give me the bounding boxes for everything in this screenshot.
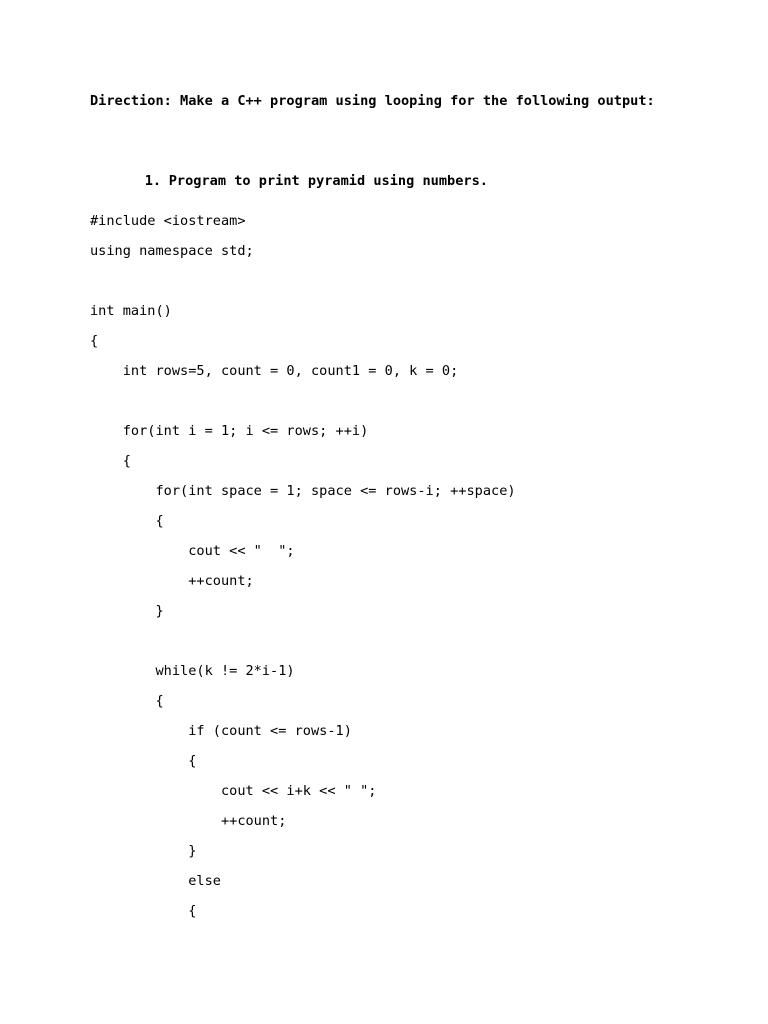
code-line: {: [90, 753, 197, 769]
code-line: #include <iostream>: [90, 213, 246, 229]
code-line: int main(): [90, 303, 172, 319]
direction-text: Direction: Make a C++ program using looping for the following output:: [90, 93, 655, 109]
code-line: [90, 391, 516, 421]
code-line: cout << " ";: [90, 543, 295, 559]
code-line: if (count <= rows-1): [90, 723, 352, 739]
code-line: {: [90, 513, 164, 529]
code-line: }: [90, 843, 197, 859]
code-line: cout << i+k << " ";: [90, 783, 377, 799]
code-block: [90, 211, 516, 931]
code-line: {: [90, 333, 99, 349]
code-line: for(int space = 1; space <= rows-i; ++space): [90, 483, 516, 499]
code-line: [90, 631, 516, 661]
code-line: for(int i = 1; i <= rows; ++i): [90, 423, 369, 439]
code-line: ++count;: [90, 813, 287, 829]
code-line: while(k != 2*i-1): [90, 663, 295, 679]
code-line: [90, 271, 516, 301]
code-line: }: [90, 603, 164, 619]
code-line: {: [90, 693, 164, 709]
list-item-text: Program to print pyramid using numbers.: [168, 173, 488, 189]
code-line: {: [90, 453, 131, 469]
code-line: {: [90, 903, 197, 919]
list-item-number: 1.: [144, 173, 162, 189]
code-line: else: [90, 873, 221, 889]
code-line: int rows=5, count = 0, count1 = 0, k = 0;: [90, 363, 459, 379]
list-item: [112, 151, 488, 211]
code-line: using namespace std;: [90, 243, 254, 259]
code-line: ++count;: [90, 573, 254, 589]
